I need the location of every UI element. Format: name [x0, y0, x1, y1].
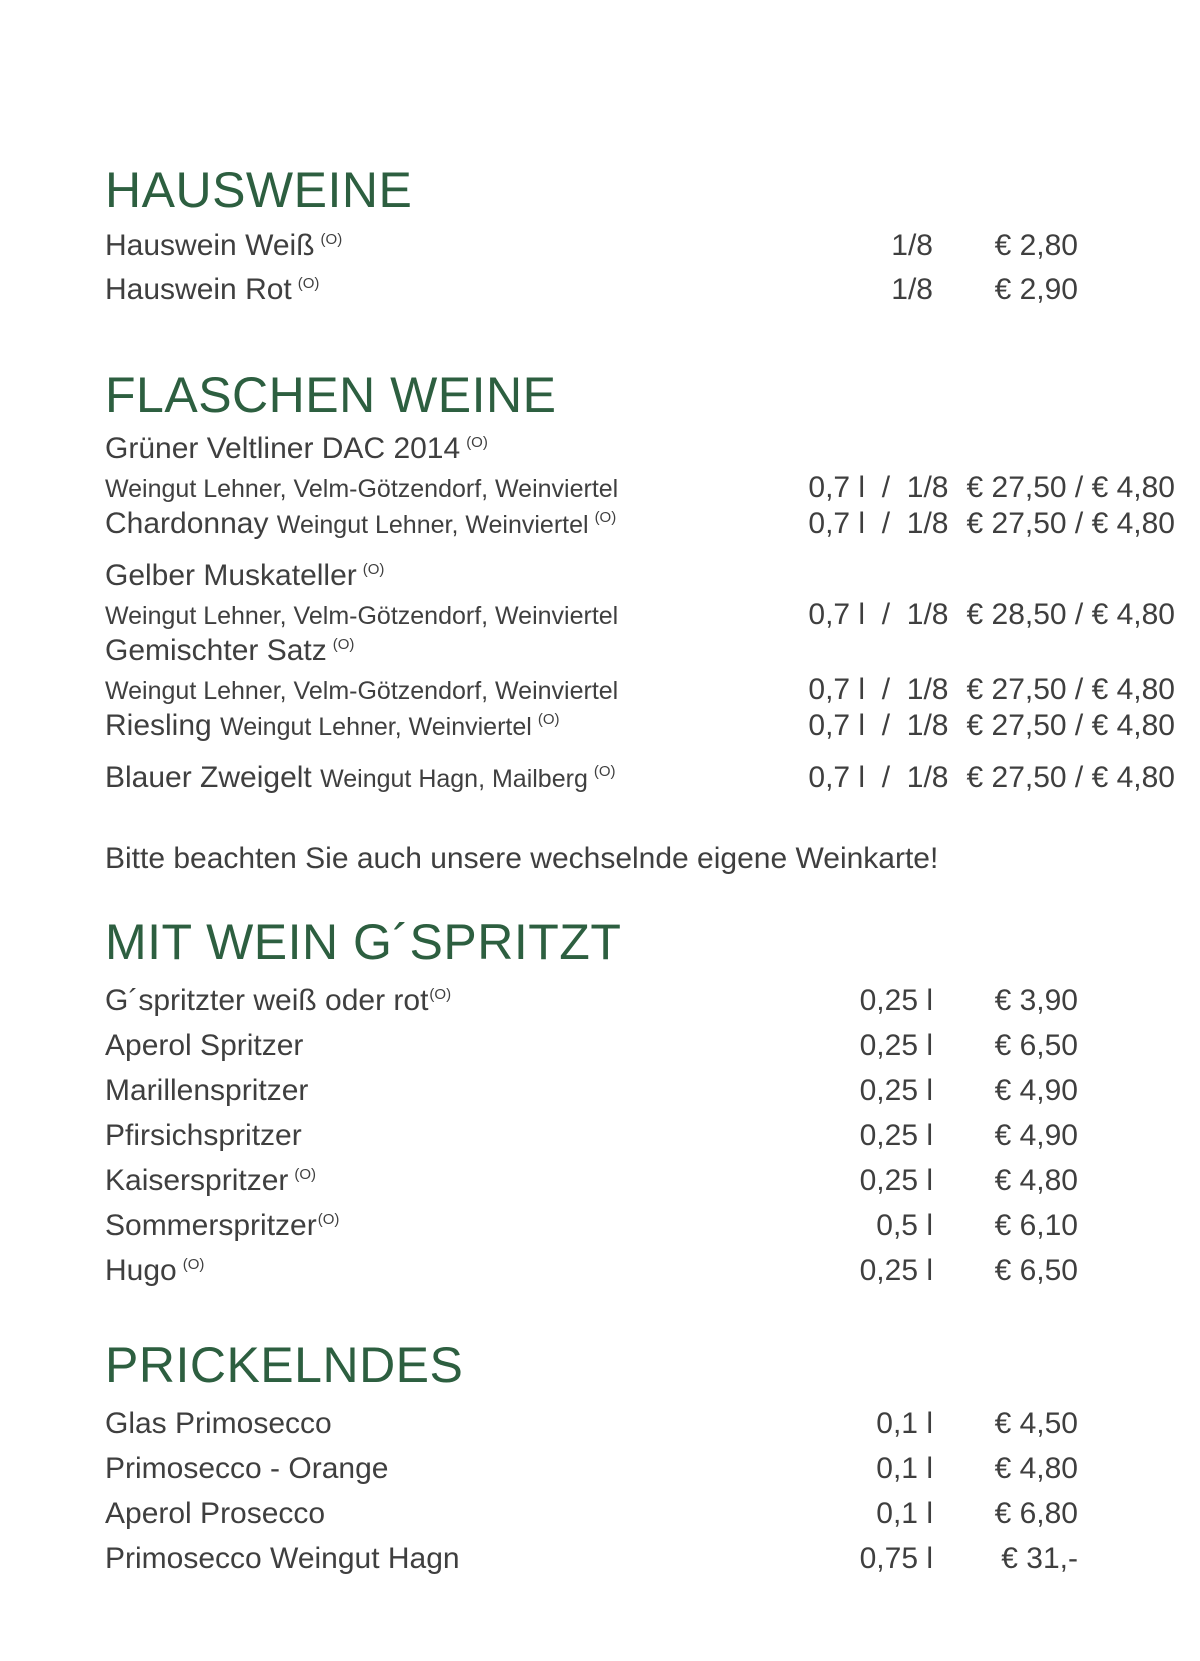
item-volume: 1/8 — [891, 273, 933, 306]
item-name: Primosecco Weingut Hagn — [105, 1542, 460, 1575]
item-price: € 27,50 / € 4,80 — [966, 507, 1175, 540]
menu-item-row — [105, 1113, 1175, 1158]
menu-item-row — [105, 1068, 1175, 1113]
menu-item-row — [105, 978, 1175, 1023]
menu-item-row — [105, 506, 1175, 543]
item-price-line — [808, 760, 1175, 796]
menu-item-row — [105, 1158, 1175, 1203]
menu-item-row — [105, 1401, 1175, 1446]
menu-item-row — [105, 633, 1175, 708]
winery-inline: Weingut Hagn, Mailberg — [320, 765, 588, 793]
item-price: € 4,80 — [994, 1164, 1078, 1197]
item-volume: 0,7 l / 1/8 — [808, 471, 949, 504]
item-name-block — [105, 633, 808, 708]
item-price: € 6,50 — [994, 1254, 1078, 1287]
allergen-marker: (O) — [537, 711, 560, 728]
item-volume: 0,7 l / 1/8 — [808, 761, 949, 794]
item-name: Aperol Prosecco — [105, 1497, 326, 1530]
item-price: € 6,10 — [994, 1209, 1078, 1242]
item-name: Marillenspritzer — [105, 1074, 309, 1107]
item-name-block — [105, 431, 808, 506]
allergen-marker: (O) — [332, 636, 355, 653]
item-name: Hugo $^{(O)}$ — [105, 1254, 205, 1287]
item-volume: 1/8 — [891, 229, 933, 262]
allergen-marker: (O) — [294, 1166, 317, 1183]
item-name: Primosecco - Orange — [105, 1452, 389, 1485]
item-price: € 28,50 / € 4,80 — [966, 598, 1175, 631]
menu-item-row — [105, 558, 1175, 633]
item-volume: 0,1 l — [876, 1407, 933, 1440]
menu-item-row — [105, 708, 1175, 745]
item-price-line — [808, 470, 1175, 506]
item-volume: 0,1 l — [876, 1497, 933, 1530]
winery-inline: Weingut Lehner, Weinviertel — [276, 511, 589, 539]
item-volume: 0,25 l — [859, 1164, 933, 1197]
menu-item-row — [105, 1023, 1175, 1068]
allergen-marker: (O) — [182, 1256, 205, 1273]
menu-item-row — [105, 431, 1175, 506]
item-price: € 3,90 — [994, 984, 1078, 1017]
item-price: € 2,80 — [994, 229, 1078, 262]
allergen-marker: (O) — [429, 986, 452, 1003]
item-name: Riesling Weingut Lehner, Weinviertel $^{(O)}$ — [105, 709, 560, 742]
menu-item-row — [105, 1446, 1175, 1491]
menu-item-row — [105, 760, 1175, 797]
menu-item-row — [105, 1248, 1175, 1293]
section-title-prickelndes: PRICKELNDES — [105, 1337, 464, 1393]
item-price: € 4,90 — [994, 1119, 1078, 1152]
item-volume: 0,7 l / 1/8 — [808, 507, 949, 540]
menu-item-row — [105, 268, 1175, 312]
item-name: Sommerspritzer$^{(O)}$ — [105, 1209, 340, 1242]
section-title-hausweine: HAUSWEINE — [105, 162, 413, 218]
item-volume: 0,25 l — [859, 1029, 933, 1062]
item-name: Pfirsichspritzer — [105, 1119, 302, 1152]
item-name: Chardonnay Weingut Lehner, Weinviertel $^{(O)}$ — [105, 507, 617, 540]
winery-line: Weingut Lehner, Velm-Götzendorf, Weinviertel — [105, 677, 619, 705]
item-price: € 4,80 — [994, 1452, 1078, 1485]
item-volume: 0,1 l — [876, 1452, 933, 1485]
allergen-marker: (O) — [362, 561, 385, 578]
allergen-marker: (O) — [466, 434, 488, 451]
item-volume: 0,25 l — [859, 984, 933, 1017]
note-text: Bitte beachten Sie auch unsere wechselnde eigene Weinkarte! — [105, 842, 939, 875]
item-price: € 27,50 / € 4,80 — [966, 709, 1175, 742]
item-price: € 6,80 — [994, 1497, 1078, 1530]
item-name: Grüner Veltliner DAC 2014 $^{(O)}$ — [105, 432, 488, 465]
menu-item-row — [105, 1536, 1175, 1581]
allergen-marker: (O) — [594, 509, 617, 526]
item-price: € 4,50 — [994, 1407, 1078, 1440]
menu-item-row — [105, 224, 1175, 268]
item-price: € 4,90 — [994, 1074, 1078, 1107]
item-name: G´spritzter weiß oder rot$^{(O)}$ — [105, 984, 452, 1017]
item-price: € 2,90 — [994, 273, 1078, 306]
item-name: Aperol Spritzer — [105, 1029, 304, 1062]
winery-line: Weingut Lehner, Velm-Götzendorf, Weinviertel — [105, 602, 619, 630]
item-price: € 27,50 / € 4,80 — [966, 471, 1175, 504]
menu-item-row — [105, 1491, 1175, 1536]
winery-line: Weingut Lehner, Velm-Götzendorf, Weinviertel — [105, 475, 619, 503]
menu-item-row — [105, 1203, 1175, 1248]
item-price-line — [808, 708, 1175, 744]
allergen-marker: (O) — [593, 763, 616, 780]
allergen-marker: (O) — [317, 1211, 340, 1228]
item-price-line — [808, 597, 1175, 633]
item-price: € 31,- — [1001, 1542, 1078, 1575]
item-price-line — [808, 506, 1175, 542]
item-volume: 0,7 l / 1/8 — [808, 709, 949, 742]
item-price: € 27,50 / € 4,80 — [966, 761, 1175, 794]
item-volume: 0,7 l / 1/8 — [808, 673, 949, 706]
item-name: Hauswein Weiß $^{(O)}$ — [105, 229, 343, 262]
item-volume: 0,7 l / 1/8 — [808, 598, 949, 631]
allergen-marker: (O) — [320, 231, 343, 248]
item-name: Glas Primosecco — [105, 1407, 332, 1440]
item-name: Hauswein Rot $^{(O)}$ — [105, 273, 320, 306]
item-volume: 0,25 l — [859, 1074, 933, 1107]
item-price: € 6,50 — [994, 1029, 1078, 1062]
item-name-block — [105, 558, 808, 633]
item-price: € 27,50 / € 4,80 — [966, 673, 1175, 706]
item-name: Gemischter Satz $^{(O)}$ — [105, 634, 355, 667]
section-title-flaschen-weine: FLASCHEN WEINE — [105, 367, 557, 423]
item-volume: 0,75 l — [859, 1542, 933, 1575]
item-name: Gelber Muskateller $^{(O)}$ — [105, 559, 385, 592]
item-volume: 0,5 l — [876, 1209, 933, 1242]
section-title-mit-wein-gspritzt: MIT WEIN G´SPRITZT — [105, 914, 622, 970]
item-name: Kaiserspritzer $^{(O)}$ — [105, 1164, 317, 1197]
allergen-marker: (O) — [297, 275, 320, 292]
winery-inline: Weingut Lehner, Weinviertel — [220, 713, 532, 741]
item-volume: 0,25 l — [859, 1254, 933, 1287]
item-name: Blauer Zweigelt Weingut Hagn, Mailberg $^{(O)}$ — [105, 761, 616, 794]
item-price-line — [808, 672, 1175, 708]
item-volume: 0,25 l — [859, 1119, 933, 1152]
